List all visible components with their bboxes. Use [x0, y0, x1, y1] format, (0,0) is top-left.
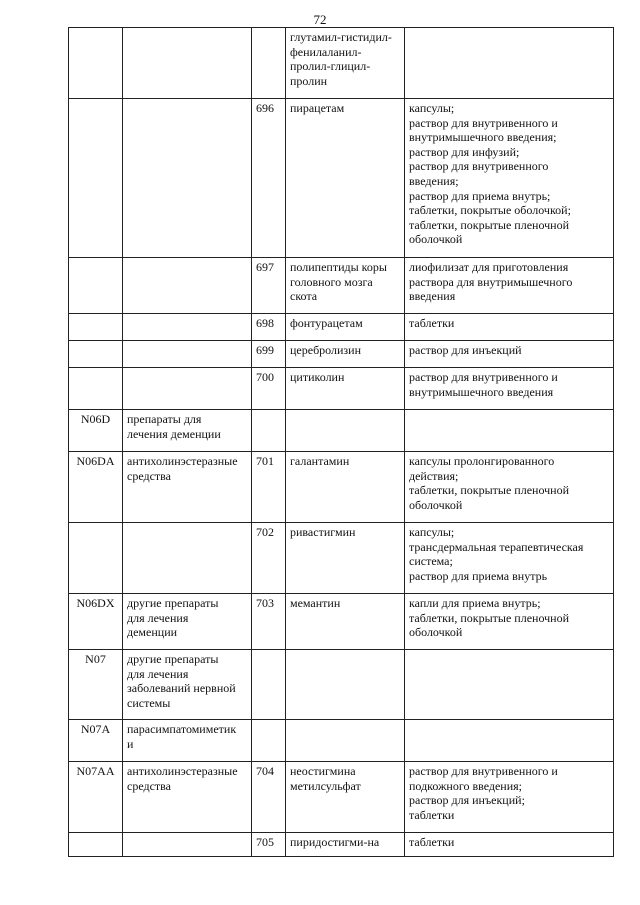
- row-number-cell: 697: [252, 258, 286, 314]
- drug-name-cell: церебролизин: [286, 341, 405, 368]
- anatomical-group-cell: препараты для лечения деменции: [123, 410, 252, 452]
- table-row: [69, 720, 614, 762]
- anatomical-group-cell: другие препараты для лечения заболеваний нервной системы: [123, 650, 252, 720]
- row-number-cell: 696: [252, 99, 286, 258]
- drug-name-cell: [286, 650, 405, 720]
- atc-code-cell: N07AA: [69, 762, 123, 833]
- drug-name-cell: мемантин: [286, 594, 405, 650]
- anatomical-group-cell: [123, 99, 252, 258]
- atc-code-cell: N06DX: [69, 594, 123, 650]
- atc-code-cell: N07: [69, 650, 123, 720]
- drug-name-cell: [286, 410, 405, 452]
- atc-code-cell: N06D: [69, 410, 123, 452]
- row-number-cell: 700: [252, 368, 286, 410]
- dosage-form-cell: капсулы пролонгированного действия; таблетки, покрытые пленочной оболочкой: [405, 452, 614, 523]
- dosage-form-cell: капли для приема внутрь; таблетки, покрытые пленочной оболочкой: [405, 594, 614, 650]
- table-body: [69, 28, 614, 857]
- drug-name-cell: пиридостигми-на: [286, 833, 405, 857]
- anatomical-group-cell: [123, 341, 252, 368]
- drug-name-cell: фонтурацетам: [286, 314, 405, 341]
- anatomical-group-cell: [123, 833, 252, 857]
- drug-name-cell: полипептиды коры головного мозга скота: [286, 258, 405, 314]
- drug-name-cell: неостигмина метилсульфат: [286, 762, 405, 833]
- drug-name-cell: глутамил-гистидил- фенилаланил- пролил-глицил- пролин: [286, 28, 405, 99]
- dosage-form-cell: раствор для внутривенного и внутримышечного введения: [405, 368, 614, 410]
- dosage-form-cell: раствор для внутривенного и подкожного введения; раствор для инъекций; таблетки: [405, 762, 614, 833]
- row-number-cell: 702: [252, 523, 286, 594]
- row-number-cell: [252, 650, 286, 720]
- table-row: [69, 368, 614, 410]
- drug-name-cell: галантамин: [286, 452, 405, 523]
- atc-code-cell: [69, 258, 123, 314]
- atc-code-cell: [69, 833, 123, 857]
- table-row: [69, 99, 614, 258]
- row-number-cell: 705: [252, 833, 286, 857]
- anatomical-group-cell: [123, 314, 252, 341]
- table-row: [69, 523, 614, 594]
- row-number-cell: [252, 410, 286, 452]
- atc-code-cell: [69, 314, 123, 341]
- row-number-cell: [252, 720, 286, 762]
- table-row: [69, 341, 614, 368]
- dosage-form-cell: раствор для инъекций: [405, 341, 614, 368]
- anatomical-group-cell: антихолинэстеразные средства: [123, 452, 252, 523]
- table-row: [69, 28, 614, 99]
- row-number-cell: 698: [252, 314, 286, 341]
- anatomical-group-cell: другие препараты для лечения деменции: [123, 594, 252, 650]
- row-number-cell: 703: [252, 594, 286, 650]
- atc-code-cell: [69, 368, 123, 410]
- anatomical-group-cell: [123, 28, 252, 99]
- table-row: [69, 410, 614, 452]
- atc-code-cell: [69, 99, 123, 258]
- medication-table: [68, 27, 614, 857]
- anatomical-group-cell: [123, 368, 252, 410]
- table-row: [69, 594, 614, 650]
- table-row: [69, 833, 614, 857]
- anatomical-group-cell: парасимпатомиметик и: [123, 720, 252, 762]
- dosage-form-cell: капсулы; раствор для внутривенного и внутримышечного введения; раствор для инфузий; раствор для внутривенного введения; раствор для приема внутрь; таблетки, покрытые оболочкой; таблетки, покрытые пленочной оболочкой: [405, 99, 614, 258]
- table-row: [69, 258, 614, 314]
- atc-code-cell: [69, 523, 123, 594]
- anatomical-group-cell: антихолинэстеразные средства: [123, 762, 252, 833]
- dosage-form-cell: таблетки: [405, 833, 614, 857]
- drug-name-cell: цитиколин: [286, 368, 405, 410]
- row-number-cell: 701: [252, 452, 286, 523]
- dosage-form-cell: капсулы; трансдермальная терапевтическая система; раствор для приема внутрь: [405, 523, 614, 594]
- anatomical-group-cell: [123, 258, 252, 314]
- dosage-form-cell: лиофилизат для приготовления раствора для внутримышечного введения: [405, 258, 614, 314]
- row-number-cell: 699: [252, 341, 286, 368]
- dosage-form-cell: [405, 28, 614, 99]
- dosage-form-cell: [405, 720, 614, 762]
- table-row: [69, 762, 614, 833]
- table-row: [69, 452, 614, 523]
- page-number: 72: [313, 12, 327, 27]
- atc-code-cell: [69, 28, 123, 99]
- atc-code-cell: [69, 341, 123, 368]
- table-row: [69, 650, 614, 720]
- drug-name-cell: ривастигмин: [286, 523, 405, 594]
- row-number-cell: 704: [252, 762, 286, 833]
- drug-name-cell: [286, 720, 405, 762]
- dosage-form-cell: таблетки: [405, 314, 614, 341]
- atc-code-cell: N07A: [69, 720, 123, 762]
- anatomical-group-cell: [123, 523, 252, 594]
- drug-name-cell: пирацетам: [286, 99, 405, 258]
- dosage-form-cell: [405, 650, 614, 720]
- dosage-form-cell: [405, 410, 614, 452]
- table-row: [69, 314, 614, 341]
- row-number-cell: [252, 28, 286, 99]
- atc-code-cell: N06DA: [69, 452, 123, 523]
